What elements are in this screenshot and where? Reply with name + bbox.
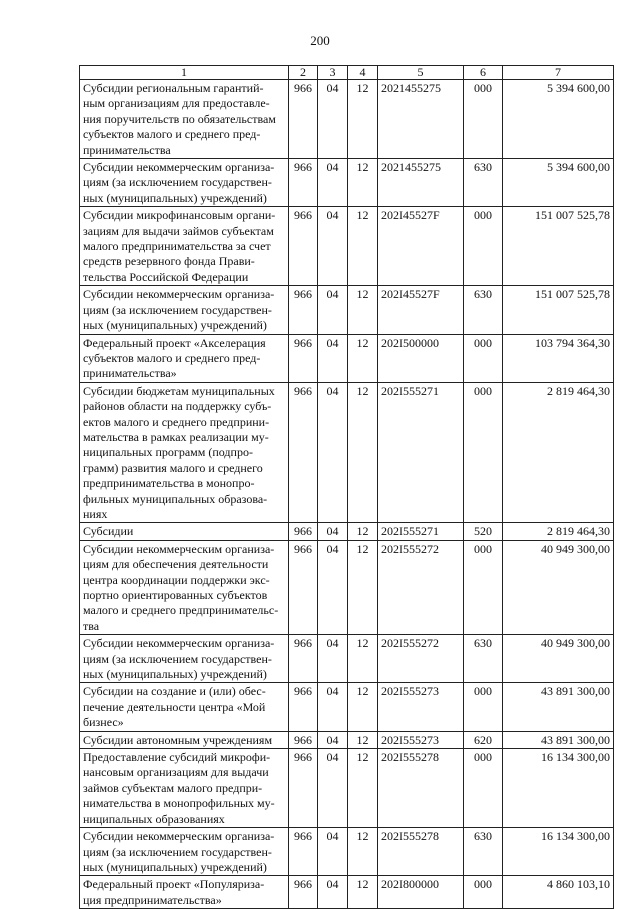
row-ministry-code: 966 (289, 749, 318, 828)
row-section-code: 04 (318, 540, 348, 634)
row-amount: 2 819 464,30 (503, 523, 614, 540)
row-expense-type-code: 000 (464, 876, 503, 909)
row-section-code: 04 (318, 334, 348, 382)
table-row (80, 540, 614, 634)
row-section-code: 04 (318, 207, 348, 286)
row-expense-type-code: 000 (464, 749, 503, 828)
row-description: Предоставление субсидий микрофи- нансовым организациям для выдачи займов субъектам малого предпри- нимательства в монопрофильных му- ниципальных образованиях (80, 749, 289, 828)
row-section-code: 04 (318, 523, 348, 540)
row-subsection-code: 12 (348, 828, 378, 876)
row-ministry-code: 966 (289, 334, 318, 382)
row-amount: 40 949 300,00 (503, 635, 614, 683)
row-subsection-code: 12 (348, 80, 378, 159)
row-ministry-code: 966 (289, 731, 318, 748)
row-ministry-code: 966 (289, 876, 318, 909)
row-description: Субсидии некоммерческим организа- циям (за исключением государствен- ных (муниципальных) учреждений) (80, 286, 289, 334)
row-description: Субсидии некоммерческим организа- циям (за исключением государствен- ных (муниципальных) учреждений) (80, 635, 289, 683)
row-section-code: 04 (318, 635, 348, 683)
row-amount: 4 860 103,10 (503, 876, 614, 909)
column-header: 4 (348, 66, 378, 80)
row-description: Субсидии (80, 523, 289, 540)
budget-table (79, 65, 614, 909)
row-amount: 151 007 525,78 (503, 286, 614, 334)
row-target-article-code: 202I555272 (378, 540, 464, 634)
row-description: Субсидии бюджетам муниципальных районов области на поддержку субъ- ектов малого и среднего предприни- мательства в рамках реализации му- ниципальных программ (подпро- грамм) развития малого и среднего предпринимательства в монопро- фильных муниципальных образова- ниях (80, 382, 289, 523)
row-expense-type-code: 620 (464, 731, 503, 748)
row-amount: 43 891 300,00 (503, 683, 614, 731)
row-ministry-code: 966 (289, 207, 318, 286)
row-ministry-code: 966 (289, 828, 318, 876)
row-subsection-code: 12 (348, 731, 378, 748)
table-row (80, 286, 614, 334)
row-amount: 5 394 600,00 (503, 80, 614, 159)
row-expense-type-code: 000 (464, 540, 503, 634)
row-subsection-code: 12 (348, 286, 378, 334)
table-row (80, 334, 614, 382)
row-expense-type-code: 000 (464, 80, 503, 159)
row-expense-type-code: 630 (464, 635, 503, 683)
row-expense-type-code: 000 (464, 683, 503, 731)
table-row (80, 876, 614, 909)
row-amount: 151 007 525,78 (503, 207, 614, 286)
row-expense-type-code: 630 (464, 286, 503, 334)
table-row (80, 382, 614, 523)
row-target-article-code: 202I555273 (378, 731, 464, 748)
table-row (80, 80, 614, 159)
row-subsection-code: 12 (348, 683, 378, 731)
row-description: Субсидии некоммерческим организа- циям для обеспечения деятельности центра координации поддержки экс- портно ориентированных субъектов малого и среднего предпринимательс- тва (80, 540, 289, 634)
row-target-article-code: 202I45527F (378, 286, 464, 334)
table-row (80, 731, 614, 748)
row-target-article-code: 2021455275 (378, 80, 464, 159)
row-description: Субсидии на создание и (или) обес- печение деятельности центра «Мой бизнес» (80, 683, 289, 731)
row-subsection-code: 12 (348, 334, 378, 382)
row-ministry-code: 966 (289, 523, 318, 540)
row-description: Субсидии автономным учреждениям (80, 731, 289, 748)
row-expense-type-code: 000 (464, 334, 503, 382)
row-amount: 2 819 464,30 (503, 382, 614, 523)
row-amount: 40 949 300,00 (503, 540, 614, 634)
row-amount: 43 891 300,00 (503, 731, 614, 748)
table-row (80, 683, 614, 731)
row-amount: 16 134 300,00 (503, 828, 614, 876)
column-header: 2 (289, 66, 318, 80)
row-subsection-code: 12 (348, 876, 378, 909)
row-target-article-code: 202I500000 (378, 334, 464, 382)
row-section-code: 04 (318, 80, 348, 159)
row-expense-type-code: 000 (464, 207, 503, 286)
row-amount: 16 134 300,00 (503, 749, 614, 828)
row-section-code: 04 (318, 828, 348, 876)
row-target-article-code: 2021455275 (378, 159, 464, 207)
table-body (80, 80, 614, 909)
row-target-article-code: 202I800000 (378, 876, 464, 909)
table-row (80, 635, 614, 683)
row-section-code: 04 (318, 159, 348, 207)
column-header: 5 (378, 66, 464, 80)
row-target-article-code: 202I555278 (378, 749, 464, 828)
row-ministry-code: 966 (289, 683, 318, 731)
row-section-code: 04 (318, 731, 348, 748)
row-target-article-code: 202I555272 (378, 635, 464, 683)
row-ministry-code: 966 (289, 635, 318, 683)
row-target-article-code: 202I555271 (378, 523, 464, 540)
row-expense-type-code: 630 (464, 828, 503, 876)
row-section-code: 04 (318, 876, 348, 909)
column-header: 7 (503, 66, 614, 80)
row-amount: 5 394 600,00 (503, 159, 614, 207)
row-target-article-code: 202I45527F (378, 207, 464, 286)
row-subsection-code: 12 (348, 207, 378, 286)
row-expense-type-code: 520 (464, 523, 503, 540)
row-subsection-code: 12 (348, 540, 378, 634)
row-description: Федеральный проект «Акселерация субъектов малого и среднего пред- принимательства» (80, 334, 289, 382)
row-ministry-code: 966 (289, 540, 318, 634)
row-subsection-code: 12 (348, 159, 378, 207)
page-number: 200 (310, 33, 330, 48)
row-description: Субсидии некоммерческим организа- циям (за исключением государствен- ных (муниципальных) учреждений) (80, 159, 289, 207)
table-row (80, 523, 614, 540)
row-ministry-code: 966 (289, 286, 318, 334)
column-header: 3 (318, 66, 348, 80)
table-row (80, 159, 614, 207)
row-section-code: 04 (318, 749, 348, 828)
row-description: Субсидии региональным гарантий- ным организациям для предоставле- ния поручительств по обязательствам субъектов малого и среднего пред- принимательства (80, 80, 289, 159)
row-subsection-code: 12 (348, 635, 378, 683)
row-ministry-code: 966 (289, 80, 318, 159)
row-target-article-code: 202I555278 (378, 828, 464, 876)
row-section-code: 04 (318, 286, 348, 334)
table-row (80, 828, 614, 876)
row-ministry-code: 966 (289, 159, 318, 207)
row-expense-type-code: 000 (464, 382, 503, 523)
column-header: 1 (80, 66, 289, 80)
row-description: Субсидии некоммерческим организа- циям (за исключением государствен- ных (муниципальных) учреждений) (80, 828, 289, 876)
table-row (80, 749, 614, 828)
row-section-code: 04 (318, 683, 348, 731)
row-section-code: 04 (318, 382, 348, 523)
row-target-article-code: 202I555271 (378, 382, 464, 523)
column-header: 6 (464, 66, 503, 80)
row-target-article-code: 202I555273 (378, 683, 464, 731)
row-subsection-code: 12 (348, 382, 378, 523)
row-expense-type-code: 630 (464, 159, 503, 207)
row-description: Федеральный проект «Популяриза- ция предпринимательства» (80, 876, 289, 909)
row-amount: 103 794 364,30 (503, 334, 614, 382)
row-subsection-code: 12 (348, 749, 378, 828)
column-number-row (80, 66, 614, 80)
row-ministry-code: 966 (289, 382, 318, 523)
row-subsection-code: 12 (348, 523, 378, 540)
row-description: Субсидии микрофинансовым органи- зациям для выдачи займов субъектам малого предпринимательства за счет средств резервного фонда Прави- тельства Российской Федерации (80, 207, 289, 286)
table-row (80, 207, 614, 286)
